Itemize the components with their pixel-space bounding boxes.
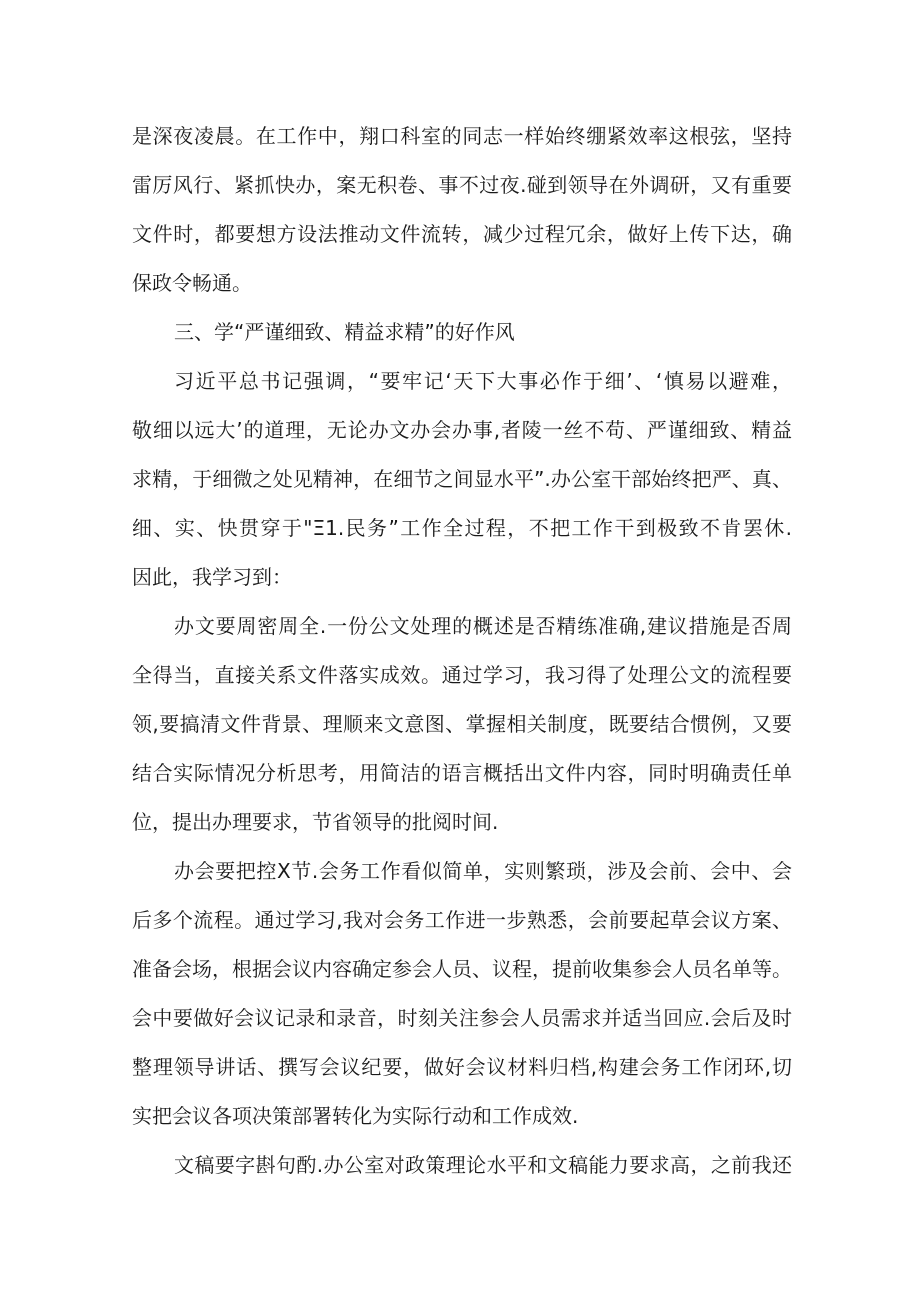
paragraph-line: 办文要周密周全.一份公文处理的概述是否精练准确,建议措施是否周 (174, 614, 792, 638)
paragraph-line: 雷厉风行、紧抓快办，案无积卷、事不过夜.碰到领导在外调研，又有重要 (132, 173, 792, 197)
paragraph-line: 因此，我学习到： (132, 565, 292, 589)
paragraph-line: 结合实际情况分析思考，用简洁的语言概括出文件内容，同时明确责任单 (132, 761, 792, 785)
paragraph-line: 文稿要字斟句酌.办公室对政策理论水平和文稿能力要求高，之前我还 (174, 1153, 792, 1177)
paragraph-line: 细、实、快贯穿于"Ξ1.民务”工作全过程，不把工作干到极致不肯罢休. (132, 516, 792, 540)
paragraph-line: 习近平总书记强调，“要牢记‘天下大事必作于细’、‘慎易以避难， (174, 369, 792, 393)
paragraph-line: 求精，于细微之处见精神，在细节之间显水平”.办公室干部始终把严、真、 (132, 467, 792, 491)
paragraph-line: 是深夜凌晨。在工作中，翔口科室的同志一样始终绷紧效率这根弦，坚持 (132, 124, 792, 148)
paragraph-line: 会中要做好会议记录和录音，时刻关注参会人员需求并适当回应.会后及时 (132, 1006, 792, 1030)
paragraph-line: 位，提出办理要求，节省领导的批阅时间. (132, 810, 499, 834)
paragraph-line: 文件时，都要想方设法推动文件流转，减少过程冗余，做好上传下达，确 (132, 222, 792, 246)
paragraph-line: 准备会场，根据会议内容确定参会人员、议程，提前收集参会人员名单等。 (132, 957, 792, 981)
section-heading: 三、学“严谨细致、精益求精”的好作风 (174, 320, 515, 344)
paragraph-line: 保政令畅通。 (132, 271, 252, 295)
paragraph-line: 实把会议各项决策部署转化为实际行动和工作成效. (132, 1104, 579, 1128)
paragraph-line: 敬细以远大’的道理，无论办文办会办事,者陵一丝不苟、严谨细致、精益 (132, 418, 792, 442)
paragraph-line: 整理领导讲话、撰写会议纪要，做好会议材料归档,构建会务工作闭环,切 (132, 1055, 792, 1079)
paragraph-line: 后多个流程。通过学习,我对会务工作进一步熟悉，会前要起草会议方案、 (132, 908, 792, 932)
paragraph-line: 全得当，直接关系文件落实成效。通过学习，我习得了处理公文的流程要 (132, 663, 792, 687)
paragraph-line: 领,要搞清文件背景、理顺来文意图、掌握相关制度，既要结合惯例，又要 (132, 712, 792, 736)
paragraph-line: 办会要把控X节.会务工作看似简单，实则繁琐，涉及会前、会中、会 (174, 859, 792, 883)
